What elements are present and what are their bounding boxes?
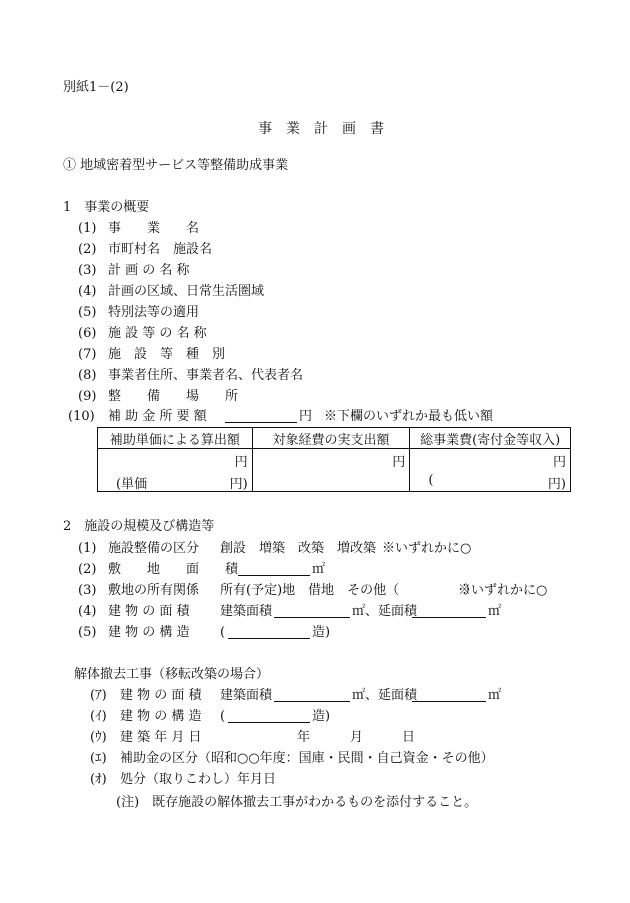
s1-item-5-num: (5): [78, 305, 97, 320]
s1-item-8-label: 事業者住所、事業者名、代表者名: [108, 368, 304, 383]
cell-total-cost-yen: 円: [552, 455, 566, 470]
demo-structure-paren-close: 造): [312, 709, 331, 724]
s2-item-4-label: 建 物 の 面 積: [108, 604, 190, 619]
total-floor-area-field[interactable]: [412, 604, 486, 623]
s2-item-5-label: 建 物 の 構 造: [108, 625, 190, 640]
demo-day-label: 日: [402, 730, 416, 745]
total-floor-area-unit: ㎡: [488, 604, 502, 619]
s1-item-5-label: 特別法等の適用: [108, 305, 200, 320]
demo-item-c-num: (ｳ): [90, 730, 107, 745]
s1-item-2-num: (2): [78, 242, 97, 257]
s2-item-1-label: 施設整備の区分: [108, 541, 200, 556]
subsidy-amount-unit: 円: [299, 409, 313, 424]
s2-item-3-num: (3): [78, 583, 97, 598]
s1-item-1-label: 事 業 名: [108, 221, 200, 236]
demo-structure-field[interactable]: [228, 709, 310, 728]
demo-item-c-label: 建 築 年 月 日: [120, 730, 202, 745]
building-area-label: 建築面積: [220, 604, 273, 619]
s2-item-1-num: (1): [78, 541, 97, 556]
construction-type-note: ※いずれかに○: [382, 541, 472, 556]
s1-item-6-label: 施 設 等 の 名 称: [108, 326, 207, 341]
s1-item-7-label: 施 設 等 種 別: [108, 347, 226, 362]
s1-item-3-label: 計 画 の 名 称: [108, 263, 190, 278]
table-header-actual-expense: 対象経費の実支出額: [252, 428, 410, 449]
demo-total-floor-area-field[interactable]: [412, 688, 486, 707]
table-header-total-cost: 総事業費(寄付金等収入): [410, 428, 571, 449]
section2-heading: 2 施設の規模及び構造等: [63, 519, 215, 534]
table-header-unit-price: 補助単価による算出額: [98, 428, 253, 449]
site-ownership-options[interactable]: 所有(予定)地 借地 その他（ ）: [220, 583, 478, 598]
demo-item-d-label: 補助金の区分（昭和○○年度：国庫・民間・自己資金・その他）: [120, 751, 494, 766]
total-cost-paren-open: (: [428, 473, 434, 488]
cell-unit-price-yen: 円: [234, 455, 248, 470]
unit-price-end: 円): [229, 477, 248, 492]
site-area-field[interactable]: [238, 562, 310, 581]
total-floor-area-label: ㎡、延面積: [352, 604, 418, 619]
demo-total-floor-area-label: ㎡、延面積: [352, 688, 418, 703]
cell-total-cost[interactable]: [410, 449, 571, 492]
demo-structure-paren-open: (: [220, 709, 226, 724]
demo-item-b-label: 建 物 の 構 造: [120, 709, 202, 724]
s1-item-2-label: 市町村名 施設名: [108, 242, 213, 257]
demo-item-d-num: (ｴ): [90, 751, 107, 766]
demolition-note: (注) 既存施設の解体撤去工事がわかるものを添付すること。: [116, 795, 478, 810]
total-cost-paren-close: 円): [547, 477, 566, 492]
demo-item-b-num: (ｲ): [90, 709, 107, 724]
demo-item-e-num: (ｵ): [90, 772, 107, 787]
s1-item-8-num: (8): [78, 368, 97, 383]
s1-item-7-num: (7): [78, 347, 97, 362]
s1-item-1-num: (1): [78, 221, 97, 236]
s1-item-9-label: 整 備 場 所: [108, 389, 239, 404]
subsidy-amount-note: ※下欄のいずれか最も低い額: [324, 409, 494, 424]
construction-type-options[interactable]: 創設 増築 改築 増改築: [220, 541, 377, 556]
cell-actual-expense[interactable]: [252, 449, 410, 492]
subsidy-amount-field[interactable]: [225, 409, 297, 428]
demo-building-area-field[interactable]: [274, 688, 350, 707]
document-title: 事 業 計 画 書: [258, 121, 384, 137]
demo-item-a-label: 建 物 の 面 積: [120, 688, 202, 703]
demo-total-floor-area-unit: ㎡: [488, 688, 502, 703]
structure-field[interactable]: [228, 625, 310, 644]
subsidy-calculation-table: [97, 427, 571, 492]
structure-paren-close: 造): [312, 625, 331, 640]
demo-month-label: 月: [350, 730, 364, 745]
site-ownership-note: ※いずれかに○: [458, 583, 548, 598]
demolition-heading: 解体撤去工事（移転改築の場合）: [74, 667, 270, 682]
s1-item-9-num: (9): [78, 389, 97, 404]
section-title: ① 地域密着型サービス等整備助成事業: [63, 158, 289, 173]
building-area-field[interactable]: [274, 604, 350, 623]
document-reference: 別紙1－(2): [63, 80, 129, 95]
site-area-unit: ㎡: [312, 562, 326, 577]
demo-building-area-label: 建築面積: [220, 688, 273, 703]
cell-unit-price[interactable]: [98, 449, 253, 492]
unit-price-label: (単価: [116, 477, 148, 492]
s2-item-4-num: (4): [78, 604, 97, 619]
demo-year-label: 年: [297, 730, 311, 745]
s1-item-10-label: 補 助 金 所 要 額: [108, 409, 207, 424]
demo-item-a-num: (ｱ): [90, 688, 107, 703]
s1-item-4-num: (4): [78, 284, 97, 299]
s2-item-2-label: 敷 地 面 積: [108, 562, 239, 577]
structure-paren-open: (: [220, 625, 226, 640]
demo-item-e-label: 処分（取りこわし）年月日: [120, 772, 277, 787]
s1-item-3-num: (3): [78, 263, 97, 278]
s2-item-3-label: 敷地の所有関係: [108, 583, 200, 598]
section1-heading: 1 事業の概要: [63, 200, 150, 215]
s1-item-6-num: (6): [78, 326, 97, 341]
s1-item-10-num: (10): [68, 409, 95, 424]
s1-item-4-label: 計画の区域、日常生活圏域: [108, 284, 265, 299]
cell-actual-expense-yen: 円: [392, 455, 406, 470]
s2-item-2-num: (2): [78, 562, 97, 577]
s2-item-5-num: (5): [78, 625, 97, 640]
